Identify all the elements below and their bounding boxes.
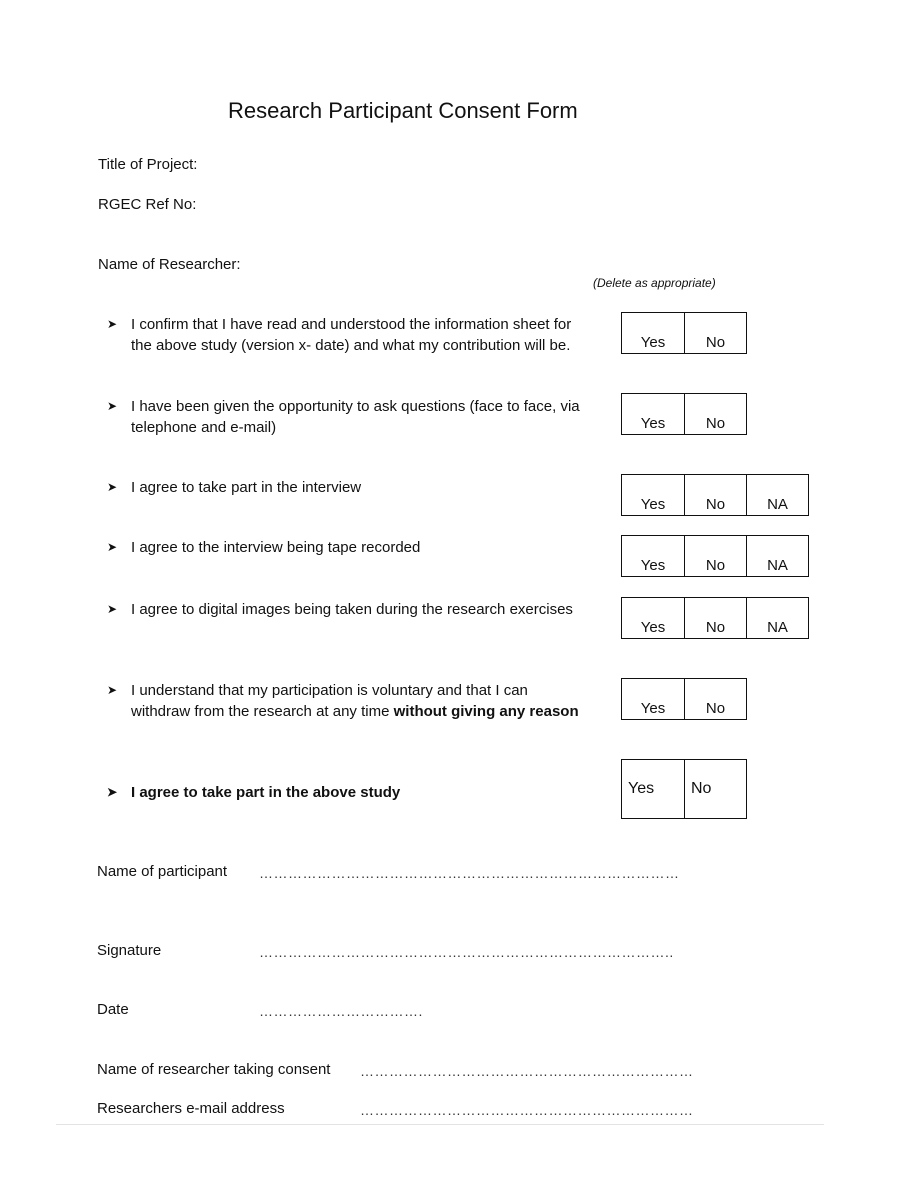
bullet-arrow-icon: ➤ bbox=[107, 602, 118, 616]
consent-options-7 bbox=[621, 759, 747, 819]
researcher-name-label: Name of Researcher: bbox=[98, 256, 241, 273]
option-yes[interactable]: Yes bbox=[640, 496, 666, 513]
statement-text: the above study (version x- date) and what my contribution will be. bbox=[131, 337, 571, 354]
statement-text: I agree to digital images being taken during the research exercises bbox=[131, 601, 573, 618]
statement-text: I confirm that I have read and understood the information sheet for bbox=[131, 316, 572, 333]
option-no[interactable]: No bbox=[684, 475, 746, 515]
consent-options-4 bbox=[621, 535, 809, 577]
option-yes[interactable]: Yes bbox=[640, 557, 666, 574]
option-no[interactable]: No bbox=[684, 598, 746, 638]
researcher-email-label: Researchers e-mail address bbox=[97, 1100, 285, 1117]
statement-text: I understand that my participation is voluntary and that I can bbox=[131, 682, 528, 699]
bullet-arrow-icon: ➤ bbox=[107, 683, 118, 697]
statement-text: I agree to take part in the interview bbox=[131, 479, 362, 496]
consent-options-2 bbox=[621, 393, 747, 435]
option-no[interactable]: No bbox=[684, 394, 746, 434]
ref-no-label: RGEC Ref No: bbox=[98, 196, 197, 213]
participant-name-label: Name of participant bbox=[97, 863, 228, 880]
researcher-consent-input[interactable]: …………………………………………………………… bbox=[360, 1063, 694, 1079]
participant-name-input[interactable]: …………………………………………………………………………… bbox=[259, 865, 680, 881]
signature-input[interactable]: ………………………………………………………………………….. bbox=[259, 944, 674, 960]
statement-text: telephone and e-mail) bbox=[131, 419, 277, 436]
date-label: Date bbox=[97, 1001, 129, 1018]
option-no[interactable]: No bbox=[684, 536, 746, 576]
option-na[interactable]: NA bbox=[746, 598, 808, 638]
page-divider bbox=[56, 1124, 824, 1125]
option-no[interactable]: No bbox=[684, 760, 746, 818]
option-no[interactable]: No bbox=[684, 313, 746, 353]
researcher-consent-label: Name of researcher taking consent bbox=[97, 1061, 331, 1078]
statement-text: I agree to take part in the above study bbox=[131, 784, 401, 801]
option-yes[interactable]: Yes bbox=[640, 619, 666, 636]
page-title: Research Participant Consent Form bbox=[228, 98, 578, 123]
delete-note: (Delete as appropriate) bbox=[593, 276, 716, 290]
option-yes[interactable]: Yes bbox=[640, 334, 666, 351]
date-input[interactable]: ……………………………. bbox=[259, 1003, 423, 1019]
researcher-email-input[interactable]: …………………………………………………………… bbox=[360, 1102, 694, 1118]
option-no[interactable]: No bbox=[684, 679, 746, 719]
statement-text: I agree to the interview being tape recorded bbox=[131, 539, 421, 556]
option-yes[interactable]: Yes bbox=[628, 780, 655, 797]
statement-text: I have been given the opportunity to ask questions (face to face, via bbox=[131, 398, 580, 415]
consent-options-5 bbox=[621, 597, 809, 639]
statement-text: withdraw from the research at any time bbox=[131, 703, 394, 720]
consent-options-6 bbox=[621, 678, 747, 720]
statement-emphasis: without giving any reason bbox=[393, 703, 579, 720]
bullet-arrow-icon: ➤ bbox=[107, 399, 118, 413]
project-title-label: Title of Project: bbox=[98, 156, 198, 173]
bullet-arrow-icon: ➤ bbox=[107, 480, 118, 494]
option-na[interactable]: NA bbox=[746, 536, 808, 576]
option-yes[interactable]: Yes bbox=[640, 415, 666, 432]
consent-options-1 bbox=[621, 312, 747, 354]
option-na[interactable]: NA bbox=[746, 475, 808, 515]
option-yes[interactable]: Yes bbox=[640, 700, 666, 717]
signature-label: Signature bbox=[97, 942, 162, 959]
bullet-arrow-icon: ➤ bbox=[107, 317, 118, 331]
consent-options-3 bbox=[621, 474, 809, 516]
bullet-arrow-icon: ➤ bbox=[107, 785, 118, 799]
bullet-arrow-icon: ➤ bbox=[107, 540, 118, 554]
